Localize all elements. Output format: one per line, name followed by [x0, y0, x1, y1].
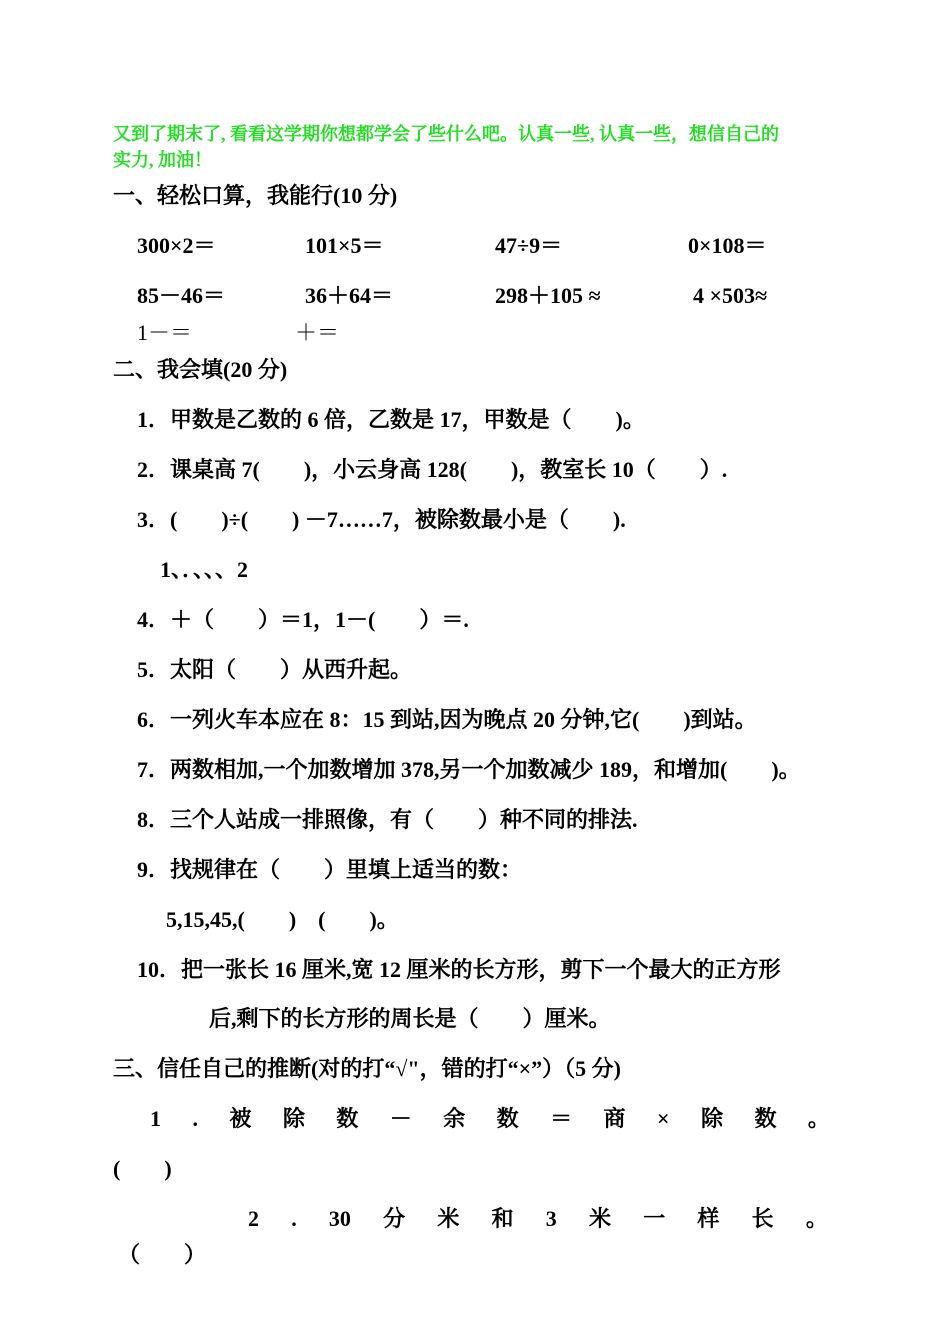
judge-1-part: 被 [229, 1106, 252, 1131]
calc-item: 1－＝ [137, 320, 193, 345]
judge-question-1 [150, 1106, 830, 1132]
question-3-line-2: 1、．、、、2 [160, 557, 249, 582]
question-8: 8．三个人站成一排照像，有（ ）种不同的排法. [137, 807, 638, 832]
judge-1-part: 商 [603, 1106, 626, 1131]
judge-1-part: 。 [807, 1106, 830, 1131]
judge-2-part: 样 [697, 1206, 720, 1231]
judge-2-part: . [291, 1206, 297, 1231]
question-7: 7．两数相加,一个加数增加 378,另一个加数减少 189，和增加( )。 [137, 757, 801, 782]
judge-1-part: 1 [150, 1106, 161, 1131]
judge-2-part: 米 [588, 1206, 611, 1231]
judge-2-part: 长 [751, 1206, 774, 1231]
question-5: 5．太阳（ ）从西升起。 [137, 657, 413, 682]
calc-item: 101×5＝ [305, 233, 384, 258]
calc-item: 0×108＝ [688, 233, 767, 258]
calc-item: 36＋64＝ [305, 283, 394, 308]
judge-2-part: 分 [383, 1206, 406, 1231]
calc-item: 47÷9＝ [495, 233, 563, 258]
question-1: 1．甲数是乙数的 6 倍，乙数是 17，甲数是（ )。 [137, 407, 645, 432]
judge-question-2 [248, 1206, 828, 1232]
calc-item: 85－46＝ [137, 283, 226, 308]
question-10-line-2: 后,剩下的长方形的周长是（ ）厘米。 [209, 1006, 611, 1031]
question-10: 10．把一张长 16 厘米,宽 12 厘米的长方形，剪下一个最大的正方形 [137, 957, 781, 982]
calc-item: 298＋105 ≈ [495, 283, 601, 308]
judge-2-part: 一 [643, 1206, 666, 1231]
judge-2-part: 30 [328, 1206, 351, 1231]
judge-2-part: 和 [491, 1206, 514, 1231]
judge-1-part: － [389, 1106, 412, 1131]
judge-1-part: × [657, 1106, 670, 1131]
intro-line-1: 又到了期末了, 看看这学期你想都学会了些什么吧。认真一些, 认真一些，想信自己的 [113, 124, 779, 144]
judge-1-answer-bracket: ( ) [113, 1156, 172, 1181]
question-3: 3．( )÷( ) －7……7，被除数最小是（ ). [137, 507, 626, 532]
section-1-title: 一、轻松口算，我能行(10 分) [113, 183, 398, 208]
judge-1-part: 数 [754, 1106, 777, 1131]
judge-1-part: 数 [496, 1106, 519, 1131]
calc-item: 4 ×503≈ [693, 283, 768, 308]
intro-line-2: 实力, 加油！ [113, 150, 212, 170]
question-6: 6．一列火车本应在 8：15 到站,因为晚点 20 分钟,它( )到站。 [137, 707, 757, 732]
judge-2-part: 。 [805, 1206, 828, 1231]
judge-2-part: 米 [437, 1206, 460, 1231]
judge-1-part: 数 [336, 1106, 359, 1131]
question-9: 9．找规律在（ ）里填上适当的数： [137, 857, 523, 882]
question-4: 4．＋（ ）＝1，1－( ）＝. [137, 607, 469, 632]
calc-item: 300×2＝ [137, 233, 216, 258]
judge-1-part: 余 [443, 1106, 466, 1131]
question-9-sequence: 5,15,45,( ) ( )。 [166, 907, 399, 932]
judge-1-part: 除 [700, 1106, 723, 1131]
judge-2-answer-bracket: （ ） [118, 1242, 207, 1267]
section-3-title: 三、信任自己的推断(对的打“√"，错的打“×”）（5 分) [113, 1056, 621, 1081]
judge-2-part: 2 [248, 1206, 259, 1231]
judge-1-part: . [192, 1106, 198, 1131]
judge-2-part: 3 [545, 1206, 557, 1231]
judge-1-part: 除 [282, 1106, 305, 1131]
judge-1-part: ＝ [550, 1106, 573, 1131]
section-2-title: 二、我会填(20 分) [113, 357, 288, 382]
calc-item: ＋＝ [295, 320, 340, 345]
question-2: 2．课桌高 7( )，小云身高 128( )，教室长 10（ ）. [137, 457, 728, 482]
